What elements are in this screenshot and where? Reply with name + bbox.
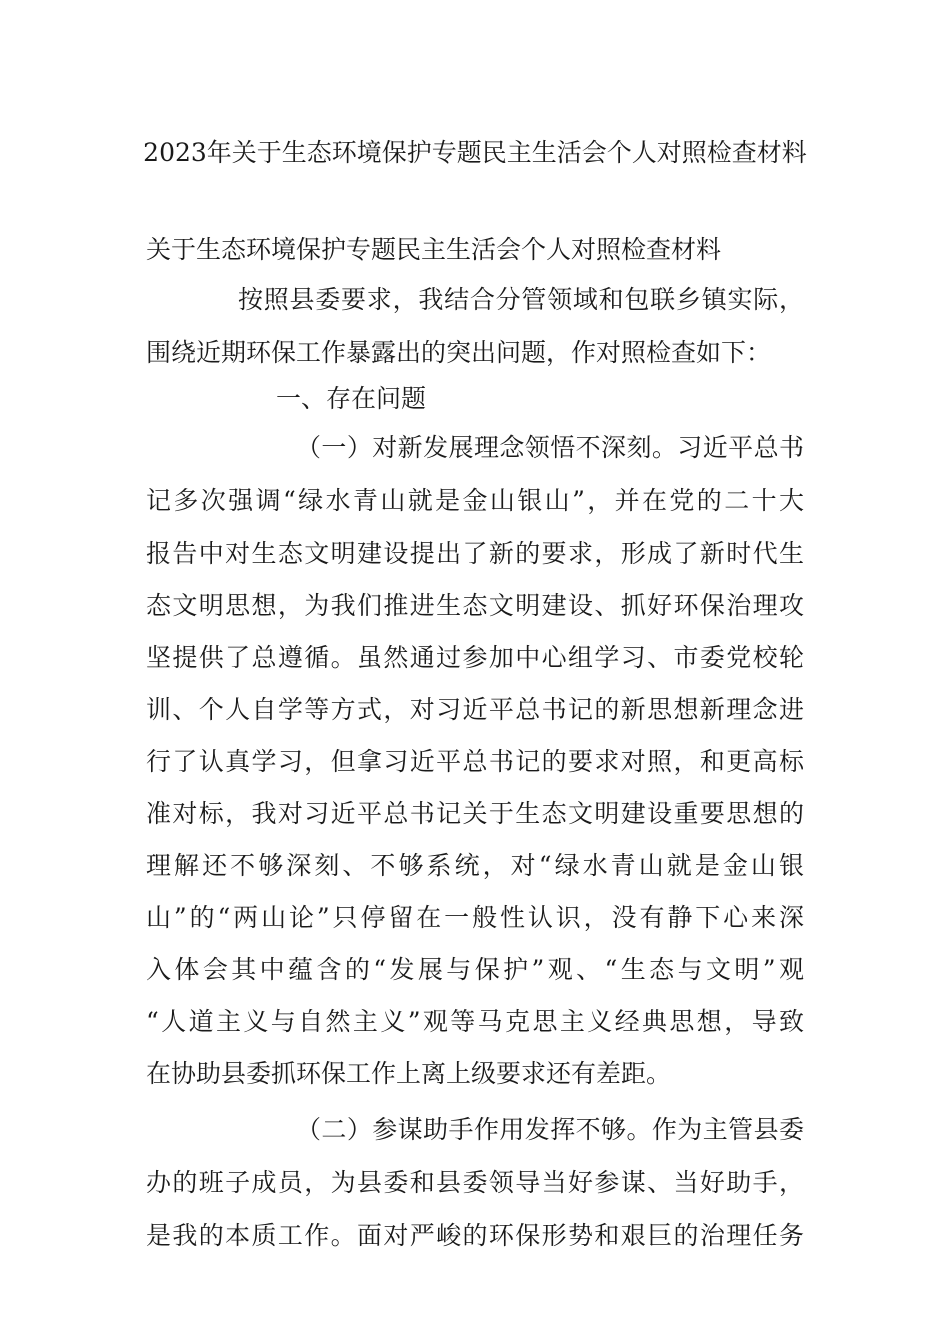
- intro-line: 围绕近期环保工作暴露出的突出问题，作对照检查如下：: [146, 338, 772, 367]
- document-title: 2023年关于生态环境保护专题民主生活会个人对照检查材料: [143, 138, 807, 167]
- section-heading: 一、存在问题: [276, 384, 427, 413]
- paragraph-line: 理解还不够深刻、不够系统，对“绿水青山就是金山银: [146, 851, 804, 880]
- paragraph-line: 准对标，我对习近平总书记关于生态文明建设重要思想的: [146, 799, 804, 828]
- paragraph-line: 训、个人自学等方式，对习近平总书记的新思想新理念进: [146, 695, 804, 724]
- paragraph-line: （一）对新发展理念领悟不深刻。习近平总书: [296, 433, 804, 462]
- document-subtitle: 关于生态环境保护专题民主生活会个人对照检查材料: [146, 235, 722, 264]
- paragraph-line: 行了认真学习，但拿习近平总书记的要求对照，和更高标: [146, 747, 804, 776]
- paragraph-line: 在协助县委抓环保工作上离上级要求还有差距。: [146, 1059, 672, 1088]
- paragraph-line: 报告中对生态文明建设提出了新的要求，形成了新时代生: [146, 539, 804, 568]
- paragraph-line: 山”的“两山论”只停留在一般性认识，没有静下心来深: [146, 903, 804, 932]
- intro-line: 按照县委要求，我结合分管领域和包联乡镇实际，: [238, 285, 804, 314]
- paragraph-line: （二）参谋助手作用发挥不够。作为主管县委: [296, 1115, 804, 1144]
- paragraph-line: 办的班子成员，为县委和县委领导当好参谋、当好助手，: [146, 1168, 804, 1197]
- paragraph-line: “人道主义与自然主义”观等马克思主义经典思想，导致: [146, 1007, 804, 1036]
- paragraph-line: 入体会其中蕴含的“发展与保护”观、“生态与文明”观: [146, 955, 804, 984]
- paragraph-line: 记多次强调“绿水青山就是金山银山”，并在党的二十大: [146, 486, 804, 515]
- paragraph-line: 坚提供了总遵循。虽然通过参加中心组学习、市委党校轮: [146, 643, 804, 672]
- paragraph-line: 态文明思想，为我们推进生态文明建设、抓好环保治理攻: [146, 591, 804, 620]
- paragraph-line: 是我的本质工作。面对严峻的环保形势和艰巨的治理任务: [146, 1221, 804, 1250]
